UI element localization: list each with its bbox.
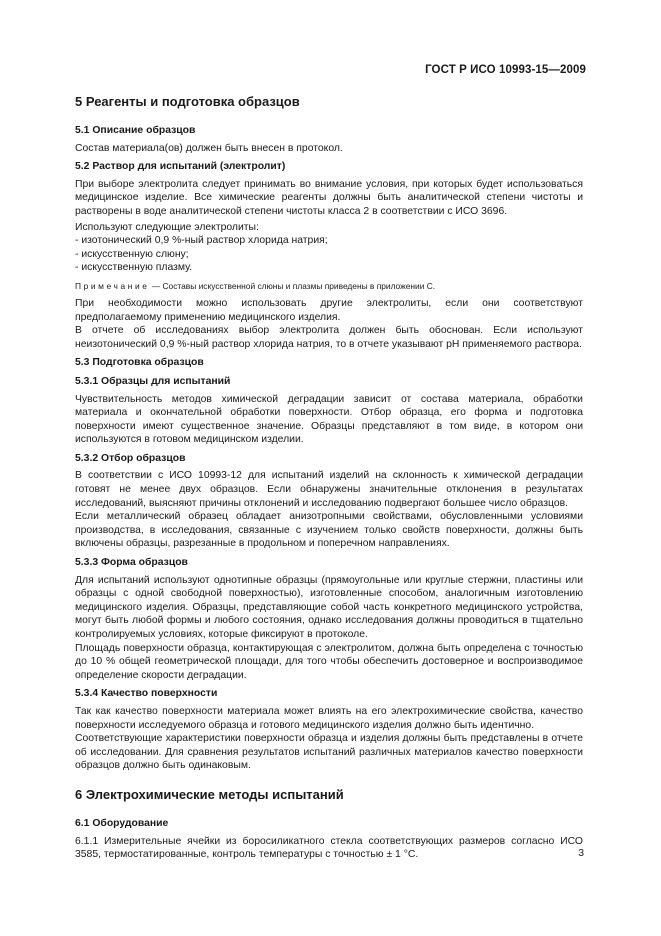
section-5-3-3-heading: 5.3.3 Форма образцов	[75, 557, 188, 569]
section-5-3-4-paragraph: Соответствующие характеристики поверхности образца и изделия должны быть представлены в отчете об исследовании. Для сравнения результатов испытаний различных материалов качество поверхности образцов должно быть одинаковым.	[75, 733, 583, 772]
section-6-1-heading: 6.1 Оборудование	[75, 817, 169, 829]
section-5-2-paragraph: Используют следующие электролиты:	[75, 221, 259, 233]
section-6-1-paragraph: 6.1.1 Измерительные ячейки из боросиликатного стекла соответствующих размеров согласно ИСО 3585, термостатированные, контроль температуры с точностью ± 1 °С.	[75, 835, 583, 861]
section-5-2-paragraph: В отчете об исследованиях выбор электролита должен быть обоснован. Если используют неизотонический 0,9 %-ный раствор хлорида натрия, то в отчете указывают pH применяемого раствора.	[75, 325, 583, 350]
section-5-1-text: Состав материала(ов) должен быть внесен в протокол.	[75, 142, 343, 154]
section-5-3-1-heading: 5.3.1 Образцы для испытаний	[75, 375, 231, 387]
page-content	[75, 94, 583, 862]
list-item: - изотонический 0,9 %-ный раствор хлорида натрия;	[75, 235, 328, 247]
section-5-3-2-paragraph: Если металлический образец обладает анизотропными свойствами, обусловленными условиями производства, в исследования, связанные с изучением только свойств поверхности, должны быть включены образцы, разрезанные в продольном и поперечном направлениях.	[75, 511, 583, 550]
section-5-3-1-paragraph: Чувствительность методов химической деградации зависит от состава материала, обработки материала и окончательной обработки поверхности. Отбор образца, его форма и подготовка поверхности имеют существенное значение. Образцы представляют в том виде, в котором они используются в готовом медицинском изделии.	[75, 393, 583, 446]
list-item: - искусственную плазму.	[75, 262, 193, 274]
section-5-heading: 5 Реагенты и подготовка образцов	[75, 94, 300, 109]
section-5-1-heading: 5.1 Описание образцов	[75, 125, 196, 136]
note	[75, 280, 583, 292]
section-5-2-paragraph: При выборе электролита следует принимать во внимание условия, при которых будет использоваться медицинское изделие. Все химические реагенты должны быть аналитической степени чистоты и растворены в воде аналитической степени чистоты класса 2 в соответствии с ИСО 3696.	[75, 178, 583, 217]
page-number: 3	[578, 848, 584, 859]
section-6-heading: 6 Электрохимические методы испытаний	[75, 786, 344, 802]
document-code: ГОСТ Р ИСО 10993-15—2009	[425, 64, 586, 76]
note-label: Примечание	[75, 280, 150, 291]
section-5-3-3-paragraph: Площадь поверхности образца, контактирующая с электролитом, должна быть определена с точностью до 10 % общей геометрической площади, для того чтобы обеспечить достоверное и воспроизводимое определение скорости деградации.	[75, 642, 583, 681]
section-5-3-3-paragraph: Для испытаний используют однотипные образцы (прямоугольные или круглые стержни, пластины или образцы с одной свободной поверхностью), изготовленные способом, аналогичным изготовлению медицинского изделия. Образцы, представляющие собой часть конкретного медицинского устройства, могут быть любой формы и любого состояния, однако исследования должны проводиться в тщательно контролируемых условиях, которые фиксируют в протоколе.	[75, 574, 583, 640]
section-5-3-2-paragraph: В соответствии с ИСО 10993-12 для испытаний изделий на склонность к химической деградации готовят не менее двух образцов. Если обнаружены значительные отклонения в результатах исследований, выясняют причины отклонений и исследованию подвергают большее число образцов.	[75, 470, 583, 509]
section-5-2-paragraph: При необходимости можно использовать другие электролиты, если они соответствуют предполагаемому применению медицинского изделия.	[75, 297, 583, 323]
section-5-3-heading: 5.3 Подготовка образцов	[75, 357, 204, 369]
section-5-3-4-paragraph: Так как качество поверхности материала может влиять на его электрохимические свойства, качество поверхности исследуемого образца и готового медицинского изделия должно быть идентично.	[75, 705, 583, 731]
section-5-3-4-heading: 5.3.4 Качество поверхности	[75, 688, 218, 700]
section-5-3-2-heading: 5.3.2 Отбор образцов	[75, 452, 186, 464]
note-text: — Составы искусственной слюны и плазмы приведены в приложении С.	[149, 280, 436, 291]
section-5-2-heading: 5.2 Раствор для испытаний (электролит)	[75, 161, 286, 173]
list-item: - искусственную слюну;	[75, 248, 189, 260]
